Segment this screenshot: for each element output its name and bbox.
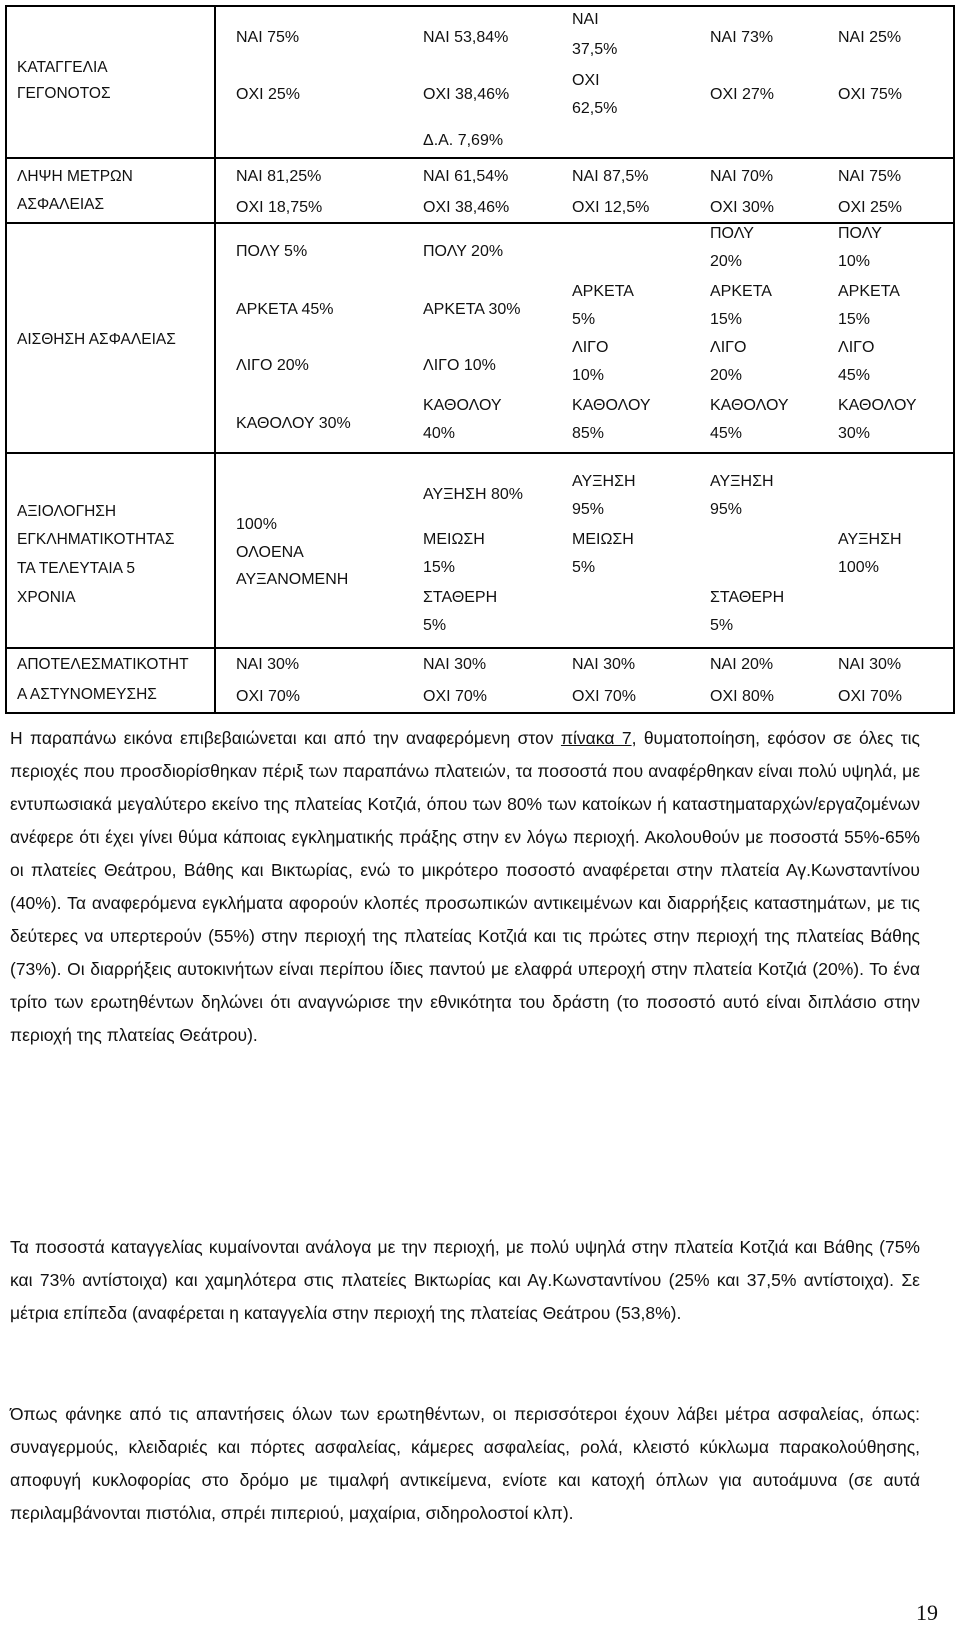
row-label: ΑΣΦΑΛΕΙΑΣ bbox=[17, 196, 105, 213]
table-cell: ΟΧΙ 70% bbox=[838, 688, 903, 705]
table-cell: ΟΛΟΕΝΑ bbox=[236, 544, 304, 561]
table-cell: 40% bbox=[423, 425, 456, 442]
table-cell: ΚΑΘΟΛΟΥ bbox=[423, 397, 502, 414]
page-number: 19 bbox=[916, 1600, 938, 1625]
row-label: Α ΑΣΤΥΝΟΜΕΥΣΗΣ bbox=[17, 686, 157, 703]
table-cell: ΟΧΙ 12,5% bbox=[572, 199, 650, 216]
table-cell: ΟΧΙ 25% bbox=[236, 86, 301, 103]
row-label: ΛΗΨΗ ΜΕΤΡΩΝ bbox=[17, 168, 133, 185]
table-cell: ΝΑΙ 87,5% bbox=[572, 168, 649, 185]
paragraph-text: Η παραπάνω εικόνα επιβεβαιώνεται και από την αναφερόμενη στον bbox=[10, 728, 561, 748]
row-label: ΑΞΙΟΛΟΓΗΣΗ bbox=[17, 503, 117, 520]
table-cell: ΟΧΙ 25% bbox=[838, 199, 903, 216]
table-cell: 5% bbox=[710, 617, 734, 634]
table-cell: ΟΧΙ 70% bbox=[236, 688, 301, 705]
table-cell: ΑΡΚΕΤΑ bbox=[572, 283, 634, 300]
paragraph-text: , θυματοποίηση, εφόσον σε όλες τις περιοχές που προσδιορίσθηκαν πέριξ των παραπάνω πλατειών, τα ποσοστά που αναφέρθηκαν είναι πολύ υψηλά, με εντυπωσιακά μεγαλύτερο εκείνο της πλατείας Κοτζιά, όπου των 80% των κατοίκων ή καταστηματαρχών/εργαζομένων ανέφερε ότι έχει γίνει θύμα κάποιας εγκληματικής πράξης στην εν λόγω περιοχή. Ακολουθούν με ποσοστά 55%-65% οι πλατείες Θεάτρου, Βάθης και Βικτωρίας, ενώ το μικρότερο ποσοστό αναφέρεται στην πλατεία Αγ.Κωνσταντίνου (40%). Τα αναφερόμενα εγκλήματα αφορούν κλοπές προσωπικών αντικειμένων και διαρρήξεις καταστημάτων, με τις δεύτερες να υπερτερούν (55%) στην περιοχή της πλατείας Κοτζιά και τις πρώτες στην περιοχή της πλατείας Βάθης (73%). Οι διαρρήξεις αυτοκινήτων είναι περίπου ίδιες παντού με ελαφρά υπεροχή στην πλατεία Κοτζιά (20%). Το ένα τρίτο των ερωτηθέντων δηλώνει ότι αναγνώρισε την εθνικότητα του δράστη (το ποσοστό αυτό είναι διπλάσιο στην περιοχή της πλατείας Θεάτρου). bbox=[10, 728, 920, 1045]
table-cell: ΠΟΛΥ 20% bbox=[423, 243, 504, 260]
table-cell: ΝΑΙ 30% bbox=[423, 656, 487, 673]
table-cell: 100% bbox=[236, 516, 277, 533]
table-cell: Δ.Α. 7,69% bbox=[423, 132, 504, 149]
table-cell: 45% bbox=[710, 425, 743, 442]
table-cell: 5% bbox=[572, 559, 596, 576]
table-cell: ΟΧΙ 70% bbox=[572, 688, 637, 705]
row-label: ΑΠΟΤΕΛΕΣΜΑΤΙΚΟΤΗΤ bbox=[17, 656, 189, 673]
paragraph-text: Όπως φάνηκε από τις απαντήσεις όλων των ερωτηθέντων, οι περισσότεροι έχουν λάβει μέτρα ασφαλείας, όπως: συναγερμούς, κλειδαριές και πόρτες ασφαλείας, κάμερες ασφαλείας, ρολά, κλειστό κύκλωμα παρακολούθησης, αποφυγή κυκλοφορίας στο δρόμο με τιμαλφή αντικείμενα, ενίοτε και κατοχή όπλων για αυτοάμυνα (σε αυτά περιλαμβάνονται πιστόλια, σπρέι πιπεριού, μαχαίρια, σιδηρολοστοί κλπ). bbox=[10, 1404, 920, 1523]
row-label: ΑΙΣΘΗΣΗ ΑΣΦΑΛΕΙΑΣ bbox=[17, 331, 176, 348]
table-cell: ΠΟΛΥ bbox=[710, 225, 754, 242]
table-cell: ΜΕΙΩΣΗ bbox=[572, 531, 634, 548]
table-cell: ΝΑΙ 75% bbox=[236, 29, 300, 46]
table-cell: ΠΟΛΥ bbox=[838, 225, 882, 242]
table-cell: 45% bbox=[838, 367, 871, 384]
table-cell: 5% bbox=[572, 311, 596, 328]
table-cell: ΝΑΙ 61,54% bbox=[423, 168, 509, 185]
table-cell: ΠΟΛΥ 5% bbox=[236, 243, 308, 260]
table-cell: ΝΑΙ 30% bbox=[236, 656, 300, 673]
table-cell: 30% bbox=[838, 425, 871, 442]
row-label: ΕΓΚΛΗΜΑΤΙΚΟΤΗΤΑΣ bbox=[17, 531, 175, 548]
row-label: ΤΑ ΤΕΛΕΥΤΑΙΑ 5 bbox=[17, 560, 136, 577]
table-cell: ΜΕΙΩΣΗ bbox=[423, 531, 485, 548]
table-cell: ΛΙΓΟ bbox=[572, 339, 609, 356]
table-cell: 15% bbox=[423, 559, 456, 576]
table-cell: ΚΑΘΟΛΟΥ bbox=[572, 397, 651, 414]
table-cell: ΟΧΙ 70% bbox=[423, 688, 488, 705]
table-cell: ΑΡΚΕΤΑ bbox=[838, 283, 900, 300]
table-row-divider bbox=[7, 647, 953, 649]
table-cell: 10% bbox=[838, 253, 871, 270]
table-cell: 5% bbox=[423, 617, 447, 634]
table-cell: ΟΧΙ 18,75% bbox=[236, 199, 323, 216]
table-cell: ΝΑΙ 25% bbox=[838, 29, 902, 46]
table-row-divider bbox=[7, 452, 953, 454]
table-cell: ΝΑΙ 30% bbox=[838, 656, 902, 673]
table-cell: ΟΧΙ bbox=[572, 72, 600, 89]
table-cell: 15% bbox=[710, 311, 743, 328]
table-cell: ΟΧΙ 30% bbox=[710, 199, 775, 216]
table-cell: 100% bbox=[838, 559, 879, 576]
table-cell: ΟΧΙ 38,46% bbox=[423, 199, 510, 216]
table-cell: ΑΡΚΕΤΑ 30% bbox=[423, 301, 521, 318]
table-cell: ΛΙΓΟ bbox=[710, 339, 747, 356]
table-cell: ΛΙΓΟ bbox=[838, 339, 875, 356]
table-cell: ΛΙΓΟ 20% bbox=[236, 357, 309, 374]
table-cell: ΝΑΙ 73% bbox=[710, 29, 774, 46]
table-cell: ΑΥΞΗΣΗ bbox=[838, 531, 902, 548]
table-cell: 20% bbox=[710, 253, 743, 270]
table-cell: ΝΑΙ 81,25% bbox=[236, 168, 322, 185]
table-row-divider bbox=[7, 222, 953, 224]
table-cell: ΣΤΑΘΕΡΗ bbox=[423, 589, 498, 606]
table-cell: 85% bbox=[572, 425, 605, 442]
table-cell: 15% bbox=[838, 311, 871, 328]
table-cell: ΝΑΙ 75% bbox=[838, 168, 902, 185]
table-cell: ΝΑΙ 70% bbox=[710, 168, 774, 185]
table-cell: ΟΧΙ 27% bbox=[710, 86, 775, 103]
table-cell: ΝΑΙ 53,84% bbox=[423, 29, 509, 46]
table-cell: ΑΡΚΕΤΑ 45% bbox=[236, 301, 334, 318]
table-cell: ΟΧΙ 80% bbox=[710, 688, 775, 705]
table-cell: ΑΥΞΗΣΗ bbox=[710, 473, 774, 490]
paragraph-victimization bbox=[10, 722, 920, 1052]
table-cell: ΚΑΘΟΛΟΥ 30% bbox=[236, 415, 351, 432]
table-cell: 62,5% bbox=[572, 100, 618, 117]
table-cell: 10% bbox=[572, 367, 605, 384]
table-row-divider bbox=[7, 157, 953, 159]
table-cell: ΑΥΞΑΝΟΜΕΝΗ bbox=[236, 571, 349, 588]
paragraph-security-measures bbox=[10, 1398, 920, 1530]
paragraph-reporting bbox=[10, 1231, 920, 1330]
table-cell: ΝΑΙ 30% bbox=[572, 656, 636, 673]
table-cell: 20% bbox=[710, 367, 743, 384]
table-cell: ΑΥΞΗΣΗ bbox=[572, 473, 636, 490]
table-cell: ΣΤΑΘΕΡΗ bbox=[710, 589, 785, 606]
table-cell: 95% bbox=[710, 501, 743, 518]
table-cell: ΚΑΘΟΛΟΥ bbox=[710, 397, 789, 414]
table-cell: 37,5% bbox=[572, 41, 618, 58]
table-cell: ΚΑΘΟΛΟΥ bbox=[838, 397, 917, 414]
table-cell: ΑΡΚΕΤΑ bbox=[710, 283, 772, 300]
table-column-divider bbox=[214, 7, 216, 712]
table-cell: ΛΙΓΟ 10% bbox=[423, 357, 496, 374]
table-cell: ΝΑΙ bbox=[572, 11, 599, 28]
paragraph-text: Τα ποσοστά καταγγελίας κυμαίνονται ανάλογα με την περιοχή, με πολύ υψηλά στην πλατεία Κοτζιά και Βάθης (75% και 73% αντίστοιχα) και χαμηλότερα στις πλατείες Βικτωρίας και Αγ.Κωνσταντίνου (25% και 37,5% αντίστοιχα). Σε μέτρια επίπεδα (αναφέρεται η καταγγελία στην περιοχή της πλατείας Θεάτρου (53,8%). bbox=[10, 1237, 920, 1323]
table-reference-link[interactable]: πίνακα 7 bbox=[560, 728, 632, 748]
table-cell: ΑΥΞΗΣΗ 80% bbox=[423, 486, 524, 503]
row-label: ΚΑΤΑΓΓΕΛΙΑ bbox=[17, 59, 108, 76]
survey-table bbox=[5, 5, 955, 714]
row-label: ΧΡΟΝΙΑ bbox=[17, 589, 76, 606]
table-cell: ΝΑΙ 20% bbox=[710, 656, 774, 673]
table-cell: 95% bbox=[572, 501, 605, 518]
table-cell: ΟΧΙ 38,46% bbox=[423, 86, 510, 103]
row-label: ΓΕΓΟΝΟΤΟΣ bbox=[17, 85, 111, 102]
table-cell: ΟΧΙ 75% bbox=[838, 86, 903, 103]
